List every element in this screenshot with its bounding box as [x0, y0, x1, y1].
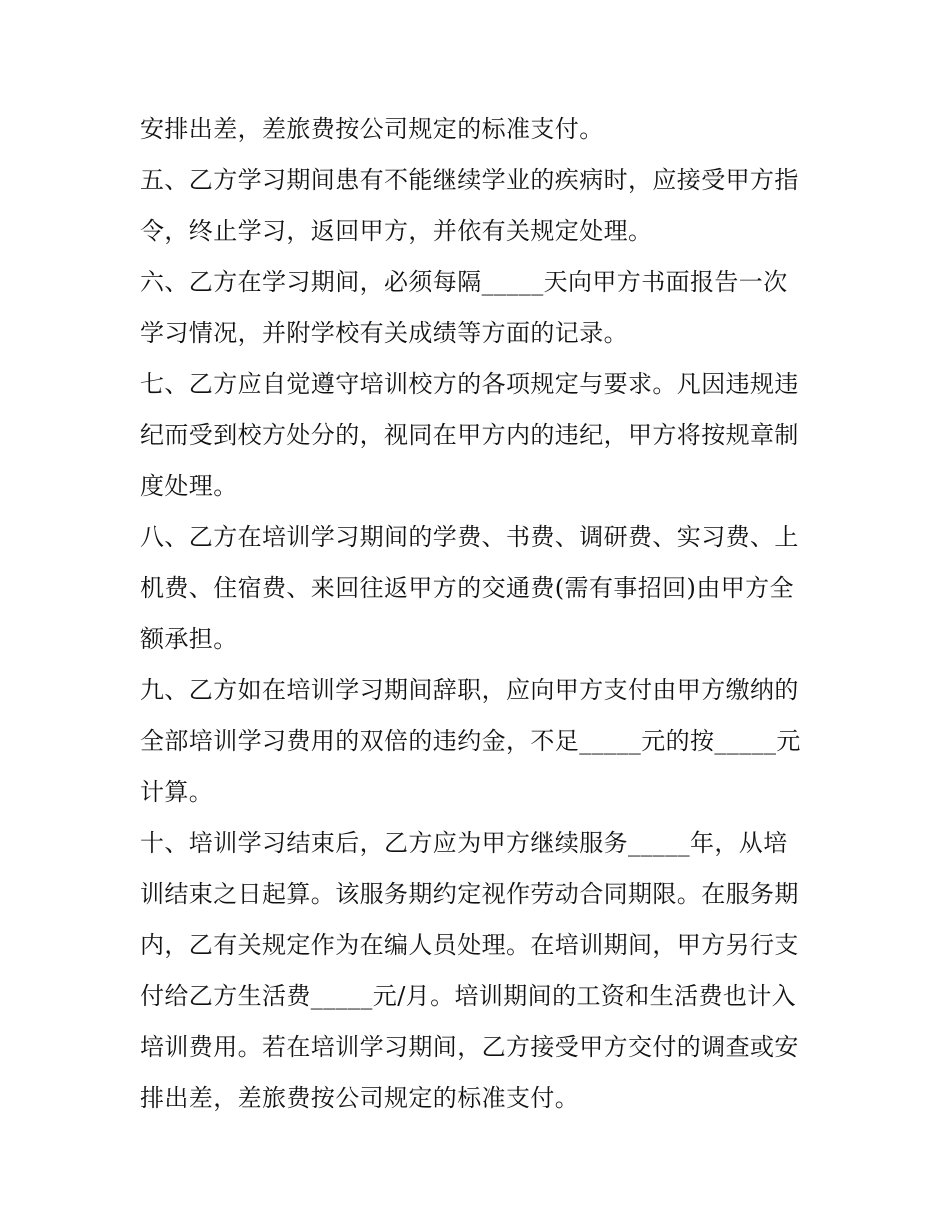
- text-line: 七、乙方应自觉遵守培训校方的各项规定与要求。凡因违规违: [140, 370, 799, 398]
- text-line: 学习情况，并附学校有关成绩等方面的记录。: [140, 319, 628, 347]
- text-line: 计算。: [140, 778, 214, 806]
- text-line: 额承担。: [140, 625, 238, 653]
- text-line: 训结束之日起算。该服务期约定视作劳动合同期限。在服务期: [140, 880, 799, 908]
- text-line: 内，乙有关规定作为在编人员处理。在培训期间，甲方另行支: [140, 931, 799, 959]
- text-line: 付给乙方生活费_____元/月。培训期间的工资和生活费也计入: [140, 982, 797, 1010]
- text-line: 令，终止学习，返回甲方，并依有关规定处理。: [140, 217, 653, 245]
- text-line: 九、乙方如在培训学习期间辞职，应向甲方支付由甲方缴纳的: [140, 676, 799, 704]
- text-line: 纪而受到校方处分的，视同在甲方内的违纪，甲方将按规章制: [140, 421, 799, 449]
- text-line: 五、乙方学习期间患有不能继续学业的疾病时，应接受甲方指: [140, 166, 799, 194]
- text-line: 全部培训学习费用的双倍的违约金，不足_____元的按_____元: [140, 727, 801, 755]
- text-line: 机费、住宿费、来回往返甲方的交通费(需有事招回)由甲方全: [140, 574, 794, 602]
- text-line: 六、乙方在学习期间，必须每隔_____天向甲方书面报告一次: [140, 268, 788, 296]
- text-line: 安排出差，差旅费按公司规定的标准支付。: [140, 115, 604, 143]
- text-line: 十、培训学习结束后，乙方应为甲方继续服务_____年，从培: [140, 829, 788, 857]
- text-line: 排出差，差旅费按公司规定的标准支付。: [140, 1084, 580, 1112]
- text-line: 八、乙方在培训学习期间的学费、书费、调研费、实习费、上: [140, 523, 799, 551]
- text-line: 培训费用。若在培训学习期间，乙方接受甲方交付的调查或安: [140, 1033, 799, 1061]
- document-body: [140, 104, 820, 1124]
- text-line: 度处理。: [140, 472, 238, 500]
